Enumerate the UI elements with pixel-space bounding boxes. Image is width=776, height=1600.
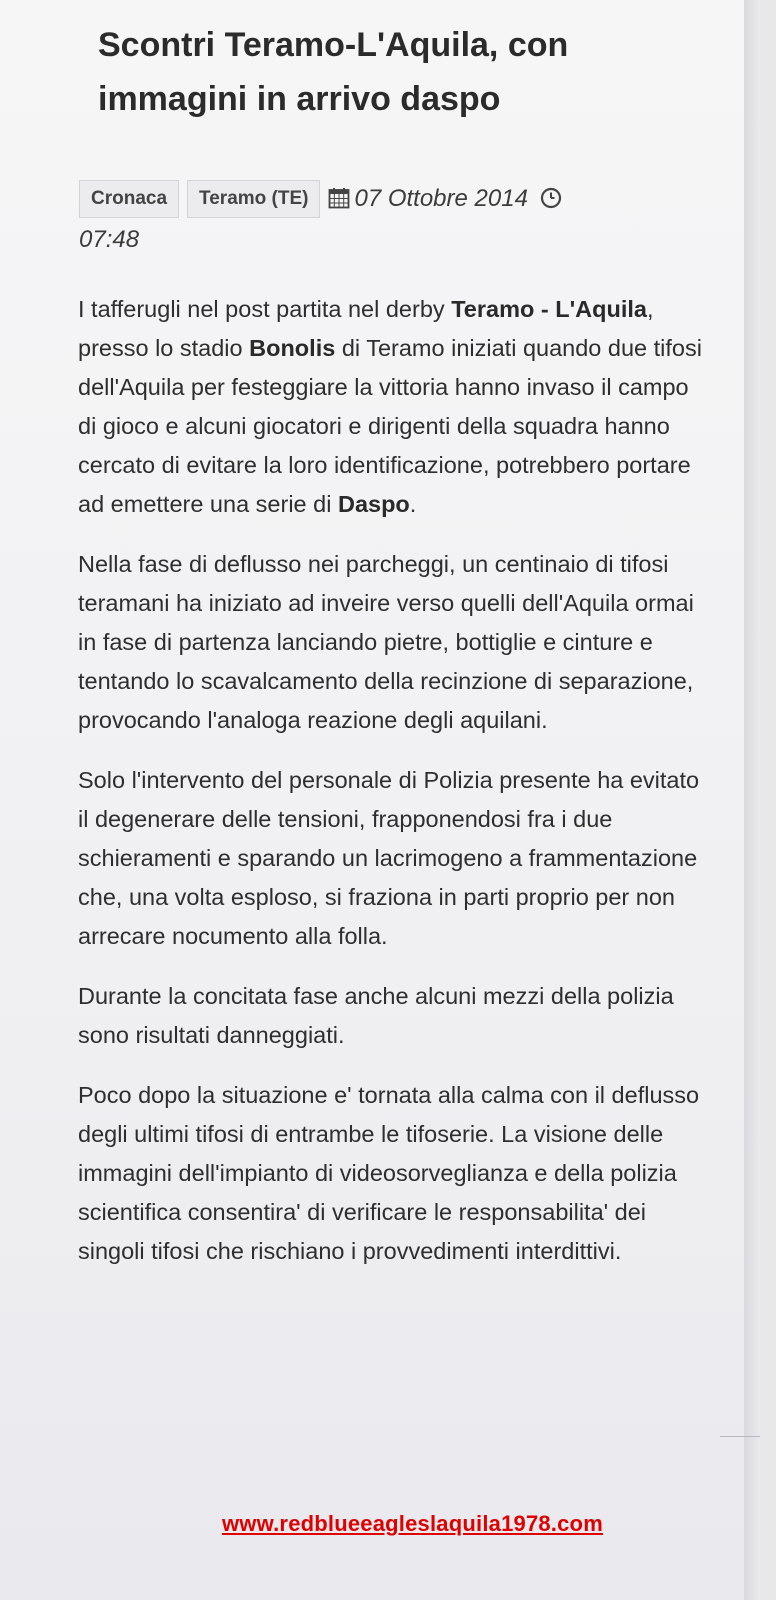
p1-text-1: I tafferugli nel post partita nel derby (78, 296, 452, 322)
paragraph-4: Durante la concitata fase anche alcuni mezzi della polizia sono risultati danneggiati. (78, 983, 674, 1048)
p1-text-4: . (409, 491, 417, 517)
p1-bold-teams: Teramo - L'Aquila (451, 296, 647, 322)
date-row (328, 185, 561, 213)
publish-date: 07 Ottobre 2014 (354, 185, 528, 212)
article-meta (79, 180, 699, 254)
page-edge (744, 0, 760, 1600)
paragraph-2: Nella fase di deflusso nei parcheggi, un centinaio di tifosi teramani ha iniziato ad inveire verso quelli dell'Aquila ormai in fase di partenza lanciando pietre, bottiglie e cinture e tentando lo scavalcamento della recinzione di separazione, provocando l'analoga reazione degli aquilani. (78, 551, 694, 733)
paragraph-3: Solo l'intervento del personale di Polizia presente ha evitato il degenerare delle tensioni, frapponendosi fra i due schieramenti e sparando un lacrimogeno a frammentazione che, una volta esploso, si fraziona in parti proprio per non arrecare nocumento alla folla. (78, 767, 700, 949)
p1-text-2: , presso lo stadio (78, 296, 654, 361)
p1-bold-daspo: Daspo (337, 491, 410, 517)
p1-bold-stadium: Bonolis (249, 335, 336, 361)
page-edge-mark (720, 1436, 760, 1437)
location-tag[interactable]: Teramo (TE) (187, 180, 320, 218)
article-body (78, 290, 708, 1292)
paragraph-5: Poco dopo la situazione e' tornata alla calma con il deflusso degli ultimi tifosi di entrambe le tifoserie. La visione delle immagini dell'impianto di videosorveglianza e della polizia scientifica consentira' di verificare le responsabilita' dei singoli tifosi che rischiano i provvedimenti interdittivi. (78, 1082, 700, 1264)
calendar-icon (328, 187, 350, 209)
clock-icon (540, 187, 562, 209)
p1-text-3: di Teramo iniziati quando due tifosi dell'Aquila per festeggiare la vittoria hanno invaso il campo di gioco e alcuni giocatori e dirigenti della squadra hanno cercato di evitare la loro identificazione, potrebbero portare ad emettere una serie di (78, 335, 702, 517)
publish-time: 07:48 (79, 226, 140, 253)
article-title: Scontri Teramo-L'Aquila, con immagini in arrivo daspo (98, 26, 569, 118)
category-tag[interactable]: Cronaca (79, 180, 179, 218)
paragraph-1 (78, 290, 708, 524)
website-watermark[interactable]: www.redblueeagleslaquila1978.com (222, 1511, 603, 1536)
